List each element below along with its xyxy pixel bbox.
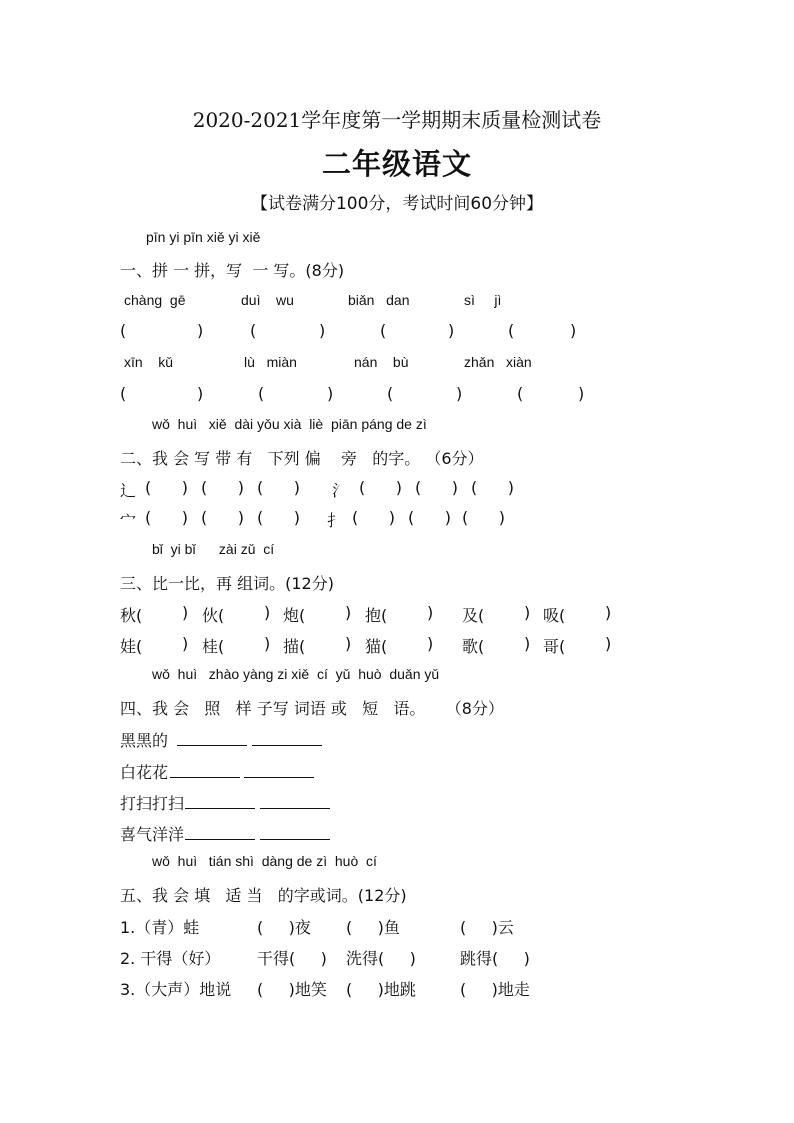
- word-item: 哥(: [543, 637, 566, 656]
- answer-close-paren: ): [327, 384, 334, 403]
- answer-close-paren: ): [197, 321, 204, 340]
- answer-slot: ( ): [352, 508, 395, 527]
- example-word: 黑黑的: [120, 731, 169, 750]
- answer-open-paren: (: [258, 384, 265, 403]
- section2-title: 二、我 会 写 带 有 下列 偏 旁 的字。 （6分）: [120, 449, 484, 468]
- fill-item: ( )云: [460, 918, 514, 937]
- fill-item: 2. 干得（好）: [120, 949, 221, 968]
- subject-title: 二年级语文: [321, 147, 472, 181]
- section4-title: 四、我 会 照 样 子写 词语 或 短 语。 （8分）: [120, 699, 504, 718]
- word-item: 娃(: [120, 637, 143, 656]
- fill-item: 干得( ): [257, 949, 327, 968]
- word-item: 秋(: [120, 606, 143, 625]
- section1-pinyin: pīn yi pīn xiě yi xiě: [146, 229, 261, 245]
- fill-item: ( )地走: [460, 980, 530, 999]
- word-close-paren: ): [345, 603, 352, 622]
- word-item: 伙(: [202, 606, 225, 625]
- answer-slot: ( ): [257, 508, 300, 527]
- answer-slot: ( ): [145, 508, 188, 527]
- answer-slot: ( ): [145, 478, 188, 497]
- word-close-paren: ): [264, 634, 271, 653]
- answer-line: [185, 838, 255, 840]
- answer-close-paren: ): [448, 321, 455, 340]
- answer-close-paren: ): [570, 321, 577, 340]
- word-item: 吸(: [543, 606, 566, 625]
- word-close-paren: ): [524, 634, 531, 653]
- pinyin-item: sì jì: [464, 292, 502, 308]
- answer-slot: ( ): [201, 478, 244, 497]
- fill-item: ( )鱼: [346, 918, 400, 937]
- word-item: 猫(: [365, 637, 388, 656]
- answer-slot: ( ): [201, 508, 244, 527]
- pinyin-item: lù miàn: [244, 354, 297, 370]
- answer-close-paren: ): [197, 384, 204, 403]
- radical-label: 辶: [120, 481, 137, 500]
- answer-open-paren: (: [380, 321, 387, 340]
- word-close-paren: ): [427, 634, 434, 653]
- example-word: 喜气洋洋: [120, 825, 185, 844]
- answer-slot: ( ): [471, 478, 514, 497]
- answer-close-paren: ): [456, 384, 463, 403]
- answer-line: [177, 744, 247, 746]
- word-item: 炮(: [283, 606, 306, 625]
- answer-line: [170, 776, 240, 778]
- answer-open-paren: (: [120, 384, 127, 403]
- fill-item: 洗得( ): [346, 949, 416, 968]
- answer-line: [252, 744, 322, 746]
- answer-open-paren: (: [250, 321, 257, 340]
- pinyin-item: nán bù: [354, 354, 409, 370]
- word-close-paren: ): [182, 634, 189, 653]
- answer-close-paren: ): [578, 384, 585, 403]
- answer-open-paren: (: [508, 321, 515, 340]
- fill-item: ( )地笑: [257, 980, 327, 999]
- answer-open-paren: (: [120, 321, 127, 340]
- word-close-paren: ): [605, 634, 612, 653]
- word-item: 抱(: [365, 606, 388, 625]
- section2-pinyin: wǒ huì xiě dài yǒu xià liè piān páng de zì: [152, 416, 427, 432]
- word-close-paren: ): [345, 634, 352, 653]
- fill-item: 1.（青）蛙: [120, 918, 200, 937]
- example-word: 打扫打扫: [120, 794, 185, 813]
- word-close-paren: ): [264, 603, 271, 622]
- exam-title: 2020-2021学年度第一学期期末质量检测试卷: [192, 108, 602, 132]
- pinyin-item: zhǎn xiàn: [464, 354, 532, 370]
- pinyin-item: biǎn dan: [348, 292, 410, 308]
- answer-line: [244, 776, 314, 778]
- fill-item: 3.（大声）地说: [120, 980, 232, 999]
- section5-title: 五、我 会 填 适 当 的字或词。(12分): [120, 886, 407, 905]
- answer-line: [185, 807, 255, 809]
- answer-slot: ( ): [359, 478, 402, 497]
- pinyin-item: duì wu: [241, 292, 294, 308]
- fill-item: ( )地跳: [346, 980, 416, 999]
- answer-slot: ( ): [415, 478, 458, 497]
- example-word: 白花花: [120, 763, 169, 782]
- section4-pinyin: wǒ huì zhào yàng zi xiě cí yǔ huò duǎn yǔ: [152, 666, 440, 682]
- word-item: 歌(: [462, 637, 485, 656]
- section3-pinyin: bǐ yi bǐ zài zǔ cí: [152, 541, 275, 557]
- section3-title: 三、比一比，再 组词。(12分): [120, 574, 334, 593]
- word-item: 及(: [462, 606, 485, 625]
- word-close-paren: ): [182, 603, 189, 622]
- fill-item: ( )夜: [257, 918, 311, 937]
- section5-pinyin: wǒ huì tián shì dàng de zì huò cí: [152, 853, 377, 869]
- answer-open-paren: (: [387, 384, 394, 403]
- answer-line: [260, 838, 330, 840]
- radical-label: 扌: [327, 511, 344, 530]
- pinyin-item: xīn kǔ: [124, 354, 174, 370]
- answer-slot: ( ): [462, 508, 505, 527]
- word-item: 描(: [283, 637, 306, 656]
- exam-info: 【试卷满分100分，考试时间60分钟】: [250, 194, 544, 214]
- word-close-paren: ): [427, 603, 434, 622]
- word-item: 桂(: [202, 637, 225, 656]
- radical-label: 氵: [332, 481, 349, 500]
- answer-open-paren: (: [517, 384, 524, 403]
- answer-slot: ( ): [408, 508, 451, 527]
- word-close-paren: ): [524, 603, 531, 622]
- answer-line: [260, 807, 330, 809]
- pinyin-item: chàng gē: [124, 292, 186, 308]
- fill-item: 跳得( ): [460, 949, 530, 968]
- radical-label: 宀: [120, 511, 137, 530]
- answer-slot: ( ): [257, 478, 300, 497]
- section1-title: 一、拼 一 拼，写 一 写。(8分): [120, 261, 345, 280]
- word-close-paren: ): [605, 603, 612, 622]
- answer-close-paren: ): [319, 321, 326, 340]
